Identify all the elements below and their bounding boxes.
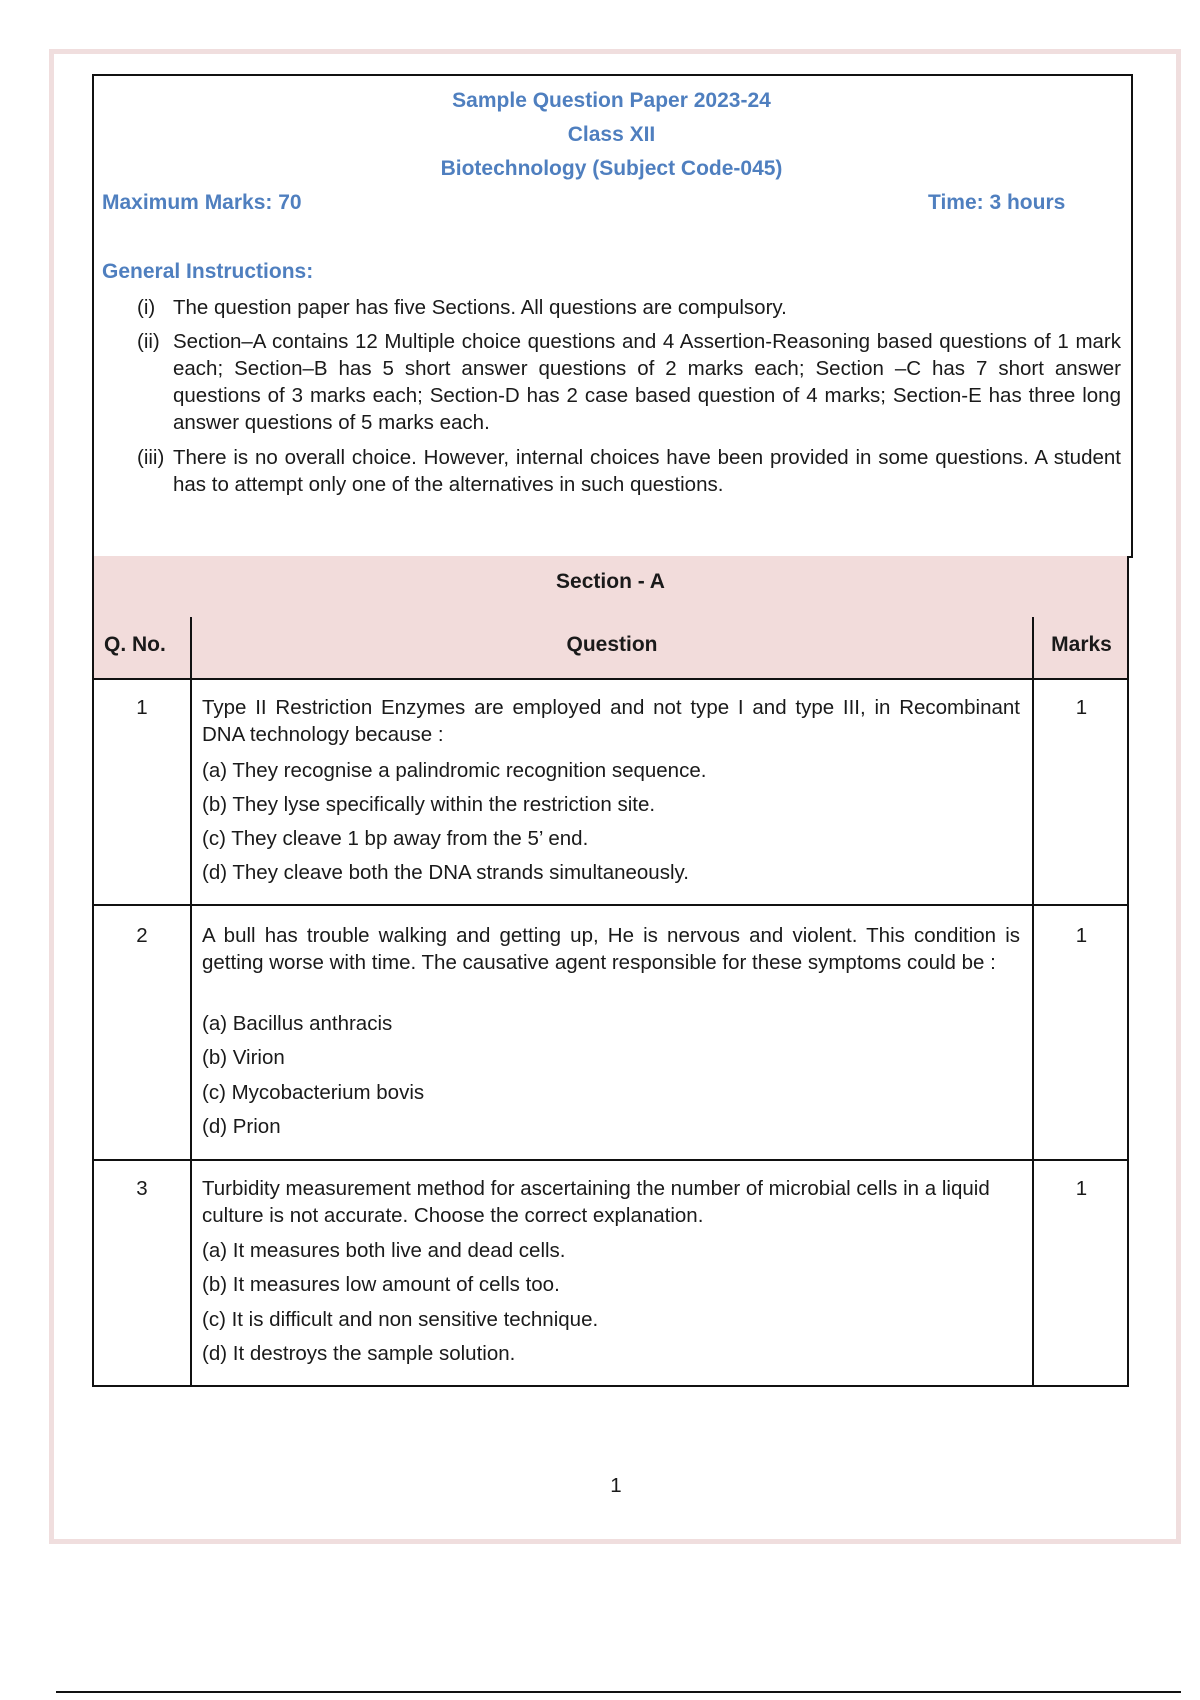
instruction-text: The question paper has five Sections. All questions are compulsory. — [173, 296, 787, 319]
option: (d) It destroys the sample solution. — [202, 1342, 516, 1365]
page-number: 1 — [610, 1474, 622, 1497]
subject-label: Biotechnology (Subject Code-045) — [440, 157, 783, 180]
table-row — [92, 1159, 1129, 1387]
time-allowed: Time: 3 hours — [928, 191, 1066, 214]
option: (d) Prion — [202, 1115, 281, 1138]
question-marks: 1 — [1075, 696, 1088, 719]
table-row — [92, 904, 1129, 1161]
instruction-num: (iii) — [137, 446, 165, 469]
instruction-text: Section–A contains 12 Multiple choice questions and 4 Assertion-Reasoning based questions of 1 mark each; Section–B has 5 short answer questions of 2 marks each; Section –C has 7 short answer questions of 3 marks each; Section-D has 2 case based question of 4 marks; Section-E has three long answer questions of 5 marks each. — [173, 330, 1121, 434]
column-header-marks: Marks — [1051, 633, 1112, 656]
section-title: Section - A — [556, 570, 665, 593]
question-stem: Turbidity measurement method for ascertaining the number of microbial cells in a liquid culture is not accurate. Choose the correct explanation. — [202, 1177, 990, 1227]
option: (c) They cleave 1 bp away from the 5’ end. — [202, 827, 589, 850]
option: (a) They recognise a palindromic recognition sequence. — [202, 759, 707, 782]
instruction-num: (i) — [137, 296, 156, 319]
option: (b) Virion — [202, 1046, 285, 1069]
question-marks: 1 — [1075, 1177, 1088, 1200]
question-stem: Type II Restriction Enzymes are employed and not type I and type III, in Recombinant DNA technology because : — [202, 696, 1020, 746]
instructions-heading: General Instructions: — [102, 260, 314, 283]
option: (b) It measures low amount of cells too. — [202, 1273, 560, 1296]
max-marks: Maximum Marks: 70 — [102, 191, 302, 214]
column-header-question: Question — [566, 633, 658, 656]
divider — [56, 1691, 1181, 1693]
paper-title: Sample Question Paper 2023-24 — [452, 89, 771, 112]
table-header-row — [92, 617, 1129, 680]
option: (d) They cleave both the DNA strands simultaneously. — [202, 861, 689, 884]
option: (a) It measures both live and dead cells. — [202, 1239, 566, 1262]
question-stem: A bull has trouble walking and getting up, He is nervous and violent. This condition is getting worse with time. The causative agent responsible for these symptoms could be : — [202, 924, 1020, 974]
question-number: 2 — [136, 924, 148, 947]
question-number: 3 — [136, 1177, 148, 1200]
option: (c) It is difficult and non sensitive technique. — [202, 1308, 599, 1331]
option: (b) They lyse specifically within the restriction site. — [202, 793, 656, 816]
question-number: 1 — [136, 696, 148, 719]
question-marks: 1 — [1075, 924, 1088, 947]
column-header-qno: Q. No. — [104, 633, 166, 656]
table-row — [92, 678, 1129, 906]
section-header — [92, 556, 1129, 619]
option: (c) Mycobacterium bovis — [202, 1081, 425, 1104]
class-label: Class XII — [567, 123, 656, 146]
instruction-num: (ii) — [137, 330, 160, 353]
instruction-text: There is no overall choice. However, internal choices have been provided in some questions. A student has to attempt only one of the alternatives in such questions. — [173, 446, 1121, 496]
option: (a) Bacillus anthracis — [202, 1012, 393, 1035]
